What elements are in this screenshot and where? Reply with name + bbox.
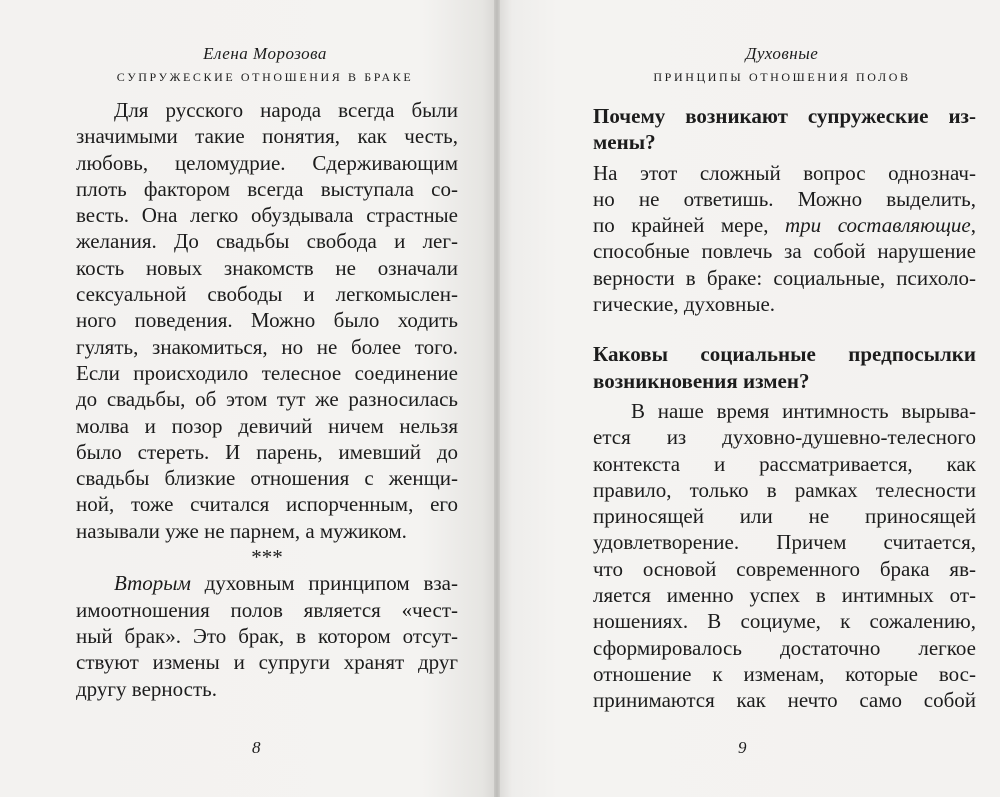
text-line: гулять, знакомиться, но не более того. [76,334,458,359]
text-line: было стереть. И парень, имевший до [76,439,458,464]
text-line: ного поведения. Можно было ходить [76,308,458,333]
left-page [0,0,497,797]
text-line: ный брак». Это брак, в котором отсут- [76,623,458,648]
text-line: весть. Она легко обуздывала страстные [76,203,458,228]
text-line: В наше время интимность вырыва- [631,398,976,423]
text-line: ется из духовно-душевно-телесного [593,425,976,450]
text-line: Если происходило телесное соединение [76,360,458,385]
question-heading-line: мены? [593,130,656,155]
text-line: кость новых знакомств не означали [76,255,458,280]
text-line: ляется именно успех в интимных от- [593,583,976,608]
right-running-head [592,44,972,88]
chapter-subtitle: ПРИНЦИПЫ ОТНОШЕНИЯ ПОЛОВ [653,70,911,84]
left-body-text [76,97,458,702]
text-line: сформировалось достаточно легкое [593,635,976,660]
text-line: На этот сложный вопрос однознач- [593,160,976,185]
question-heading-line: Каковы социальные предпосылки [593,342,976,367]
text-line: но не ответишь. Можно выделить, [593,186,976,211]
spacer [593,317,976,341]
text-line: имоотношения полов является «чест- [76,597,458,622]
text-line: до свадьбы, об этом тут же разносилась [76,387,458,412]
left-running-head [70,44,460,88]
text-line: свадьбы близкие отношения с женщи- [76,466,458,491]
text-line: желания. До свадьбы свобода и лег- [76,229,458,254]
text-line: контекста и рассматривается, как [593,451,976,476]
chapter-title: Духовные [745,44,819,63]
text-line: другу верность. [76,676,217,701]
text-fragment: духовным принципом вза- [190,571,458,596]
right-page [497,0,1000,797]
text-line: что основой современного брака яв- [593,556,976,581]
author-name: Елена Морозова [203,44,327,63]
text-line: принимаются как нечто само собой [593,688,976,713]
page-number-left: 8 [252,738,261,757]
text-line: значимыми такие понятия, как честь, [76,124,458,149]
text-line: молва и позор девичий ничем нельзя [76,413,458,438]
question-heading-line: Почему возникают супружеские из- [593,104,976,128]
page-number-right: 9 [738,738,747,757]
italic-emphasis: Вторым [114,571,191,596]
text-line [593,212,976,238]
book-gutter [494,0,500,797]
right-body-text [593,103,976,714]
italic-emphasis: три составляющие [785,213,971,238]
text-line [76,570,458,596]
text-line: правило, только в рамках телесности [593,477,976,502]
text-line: ной, тоже считался испорченным, его [76,492,458,517]
question-heading-line: возникновения измен? [593,368,810,393]
text-line: приносящей или не приносящей [593,504,976,529]
text-line: ствуют измены и супруги хранят друг [76,650,458,675]
text-line: плоть фактором всегда выступала со- [76,176,458,201]
text-line: называли уже не парнем, а мужиком. [76,518,407,543]
text-fragment: , [970,213,976,238]
text-line: ношениях. В социуме, к сожалению, [593,609,976,634]
text-line: удовлетворение. Причем считается, [593,530,976,555]
text-line: любовь, целомудрие. Сдерживающим [76,150,458,175]
book-title: СУПРУЖЕСКИЕ ОТНОШЕНИЯ В БРАКЕ [116,70,414,84]
text-line: способные повлечь за собой нарушение [593,239,976,264]
text-fragment: по крайней мере, [593,213,786,238]
text-line: отношение к изменам, которые вос- [593,661,976,686]
text-line: верности в браке: социальные, психоло- [593,265,976,290]
text-line: сексуальной свободы и легкомыслен- [76,282,458,307]
section-separator: *** [251,545,283,570]
text-line: гические, духовные. [593,292,776,317]
text-line: Для русского народа всегда были [114,98,458,122]
